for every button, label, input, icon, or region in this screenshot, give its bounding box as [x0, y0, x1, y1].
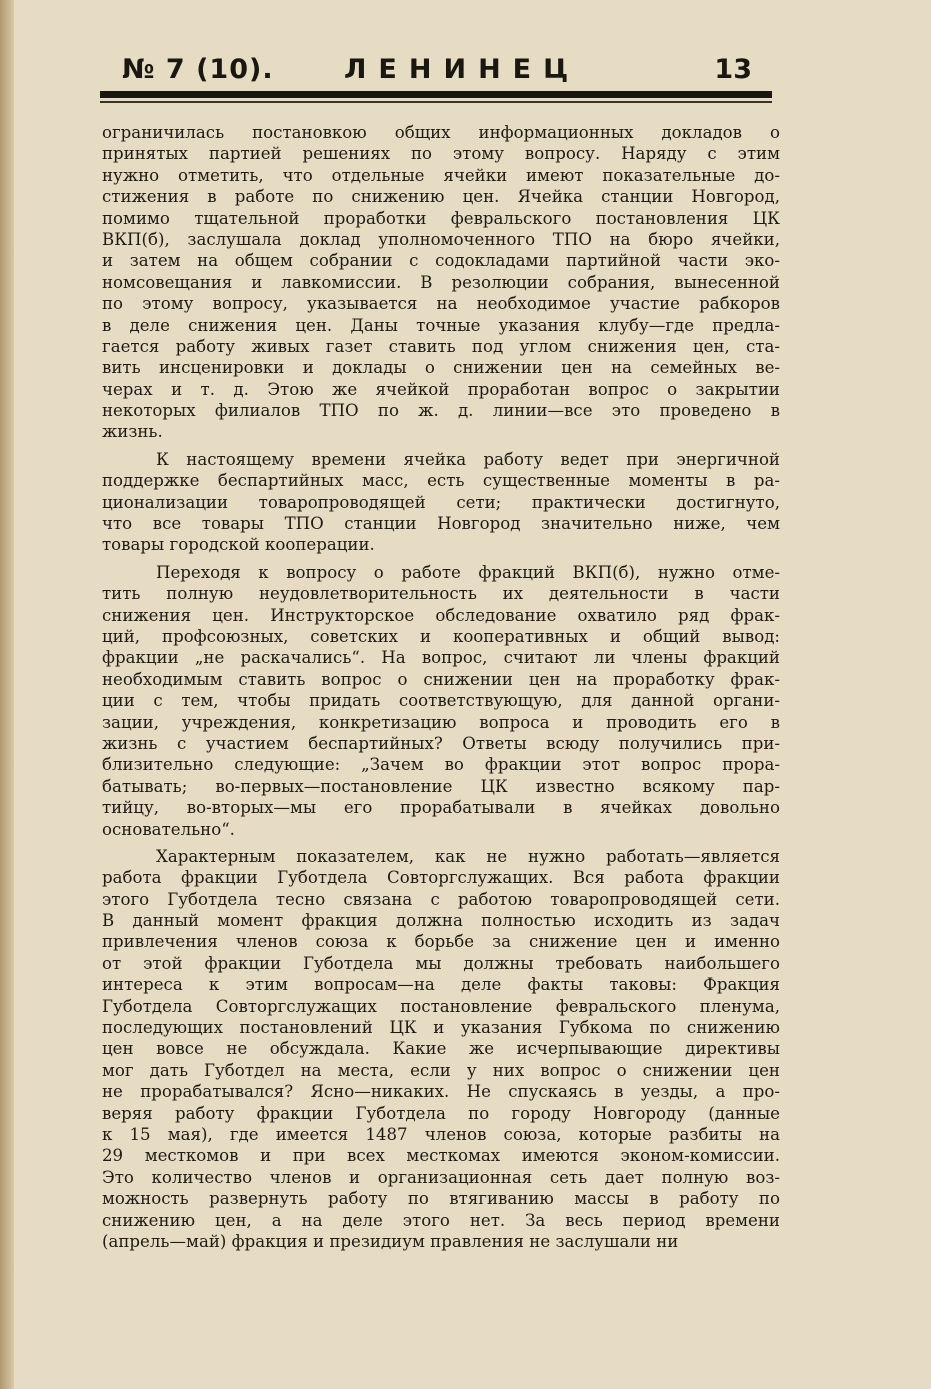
- text-line: некоторых филиалов ТПО по ж. д. линии—все это проведено в: [102, 401, 780, 421]
- text-line: ВКП(б), заслушала доклад уполномоченного ТПО на бюро ячейки,: [102, 229, 780, 249]
- text-line: в деле снижения цен. Даны точные указания клубу—где предла-: [102, 315, 780, 335]
- text-line: поддержке беспартийных масс, есть существенные моменты в ра-: [102, 471, 780, 491]
- text-line: к 15 мая), где имеется 1487 членов союза, которые разбиты на: [102, 1124, 780, 1144]
- page-header: [100, 54, 772, 90]
- text-line: ограничилась постановкою общих информационных докладов о: [102, 123, 780, 142]
- text-line: работа фракции Губотдела Совторгслужащих. Вся работа фракции: [102, 868, 780, 888]
- text-line: интереса к этим вопросам—на деле факты таковы: Фракция: [102, 975, 780, 995]
- issue-number: № 7 (10).: [122, 54, 274, 85]
- text-line: Переходя к вопросу о работе фракций ВКП(б), нужно отме-: [156, 562, 780, 582]
- text-line: ционализации товаропроводящей сети; практически достигнуто,: [102, 492, 780, 512]
- text-line: принятых партией решениях по этому вопросу. Наряду с этим: [102, 144, 780, 164]
- text-line: (апрель—май) фракция и президиум правления не заслушали ни: [102, 1231, 679, 1251]
- text-line: Это количество членов и организационная сеть дает полную воз-: [102, 1167, 780, 1187]
- text-line: зации, учреждения, конкретизацию вопроса и проводить его в: [102, 712, 780, 732]
- text-line: номсовещания и лавкомиссии. В резолюции собрания, вынесенной: [102, 272, 780, 292]
- text-line: ций, профсоюзных, советских и кооперативных и общий вывод:: [102, 626, 780, 646]
- newspaper-title: ЛЕНИНЕЦ: [344, 54, 581, 85]
- text-line: тить полную неудовлетворительность их деятельности в части: [102, 584, 780, 604]
- text-line: не прорабатывался? Ясно—никаких. Не спускаясь в уезды, а про-: [102, 1082, 780, 1102]
- text-line: мог дать Губотдел на места, если у них вопрос о снижении цен: [102, 1060, 780, 1080]
- text-line: что все товары ТПО станции Новгород значительно ниже, чем: [102, 514, 780, 534]
- text-line: можность развернуть работу по втягиванию массы в работу по: [102, 1189, 780, 1209]
- header-rule-thin: [100, 101, 772, 103]
- text-line: веряя работу фракции Губотдела по городу Новгороду (данные: [102, 1103, 780, 1123]
- text-line: и затем на общем собрании с содокладами партийной части эко-: [102, 251, 780, 271]
- page-left-edge: [0, 0, 14, 1389]
- paragraph: [102, 846, 780, 1252]
- text-line: по этому вопросу, указывается на необходимое участие рабкоров: [102, 294, 780, 314]
- text-line: близительно следующие: „Зачем во фракции этот вопрос прора-: [102, 755, 780, 775]
- header-rule-thick: [100, 91, 772, 98]
- paragraph: [102, 562, 780, 840]
- text-line: необходимым ставить вопрос о снижении цен на проработку фрак-: [102, 669, 780, 689]
- text-line: тийцу, во-вторых—мы его прорабатывали в ячейках довольно: [102, 798, 780, 818]
- text-line: последующих постановлений ЦК и указания Губкома по снижению: [102, 1018, 780, 1038]
- text-line: Характерным показателем, как не нужно работать—является: [156, 846, 780, 866]
- text-line: черах и т. д. Этою же ячейкой проработан вопрос о закрытии: [102, 379, 780, 399]
- text-line: снижения цен. Инструкторское обследование охватило ряд фрак-: [102, 605, 780, 625]
- text-line: 29 месткомов и при всех месткомах имеются эконом-комиссии.: [102, 1146, 780, 1166]
- text-line: привлечения членов союза к борьбе за снижение цен и именно: [102, 932, 780, 952]
- text-line: нужно отметить, что отдельные ячейки имеют показательные до-: [102, 165, 780, 185]
- text-line: от этой фракции Губотдела мы должны требовать наибольшего: [102, 953, 780, 973]
- paragraph: [102, 122, 780, 443]
- text-line: К настоящему времени ячейка работу ведет при энергичной: [156, 449, 780, 469]
- paragraph: [102, 449, 780, 556]
- page-number: 13: [714, 54, 752, 85]
- text-line: Губотдела Совторгслужащих постановление февральского пленума,: [102, 996, 780, 1016]
- text-line: снижению цен, а на деле этого нет. За весь период времени: [102, 1210, 780, 1230]
- text-line: этого Губотдела тесно связана с работою товаропроводящей сети.: [102, 889, 780, 909]
- text-line: вить инсценировки и доклады о снижении цен на семейных ве-: [102, 358, 780, 378]
- text-line: основательно“.: [102, 819, 235, 839]
- text-line: жизнь.: [102, 422, 163, 442]
- text-line: фракции „не раскачались“. На вопрос, считают ли члены фракций: [102, 648, 780, 668]
- text-line: помимо тщательной проработки февральского постановления ЦК: [102, 208, 780, 228]
- article-body: [102, 122, 780, 1252]
- text-line: стижения в работе по снижению цен. Ячейка станции Новгород,: [102, 187, 780, 207]
- text-line: батывать; во-первых—постановление ЦК известно всякому пар-: [102, 776, 780, 796]
- text-line: ции с тем, чтобы придать соответствующую, для данной органи-: [102, 691, 780, 711]
- text-line: товары городской кооперации.: [102, 535, 375, 555]
- text-line: В данный момент фракция должна полностью исходить из задач: [102, 911, 780, 931]
- text-line: цен вовсе не обсуждала. Какие же исчерпывающие директивы: [102, 1039, 780, 1059]
- text-line: гается работу живых газет ставить под углом снижения цен, ста-: [102, 336, 780, 356]
- text-line: жизнь с участием беспартийных? Ответы всюду получились при-: [102, 733, 780, 753]
